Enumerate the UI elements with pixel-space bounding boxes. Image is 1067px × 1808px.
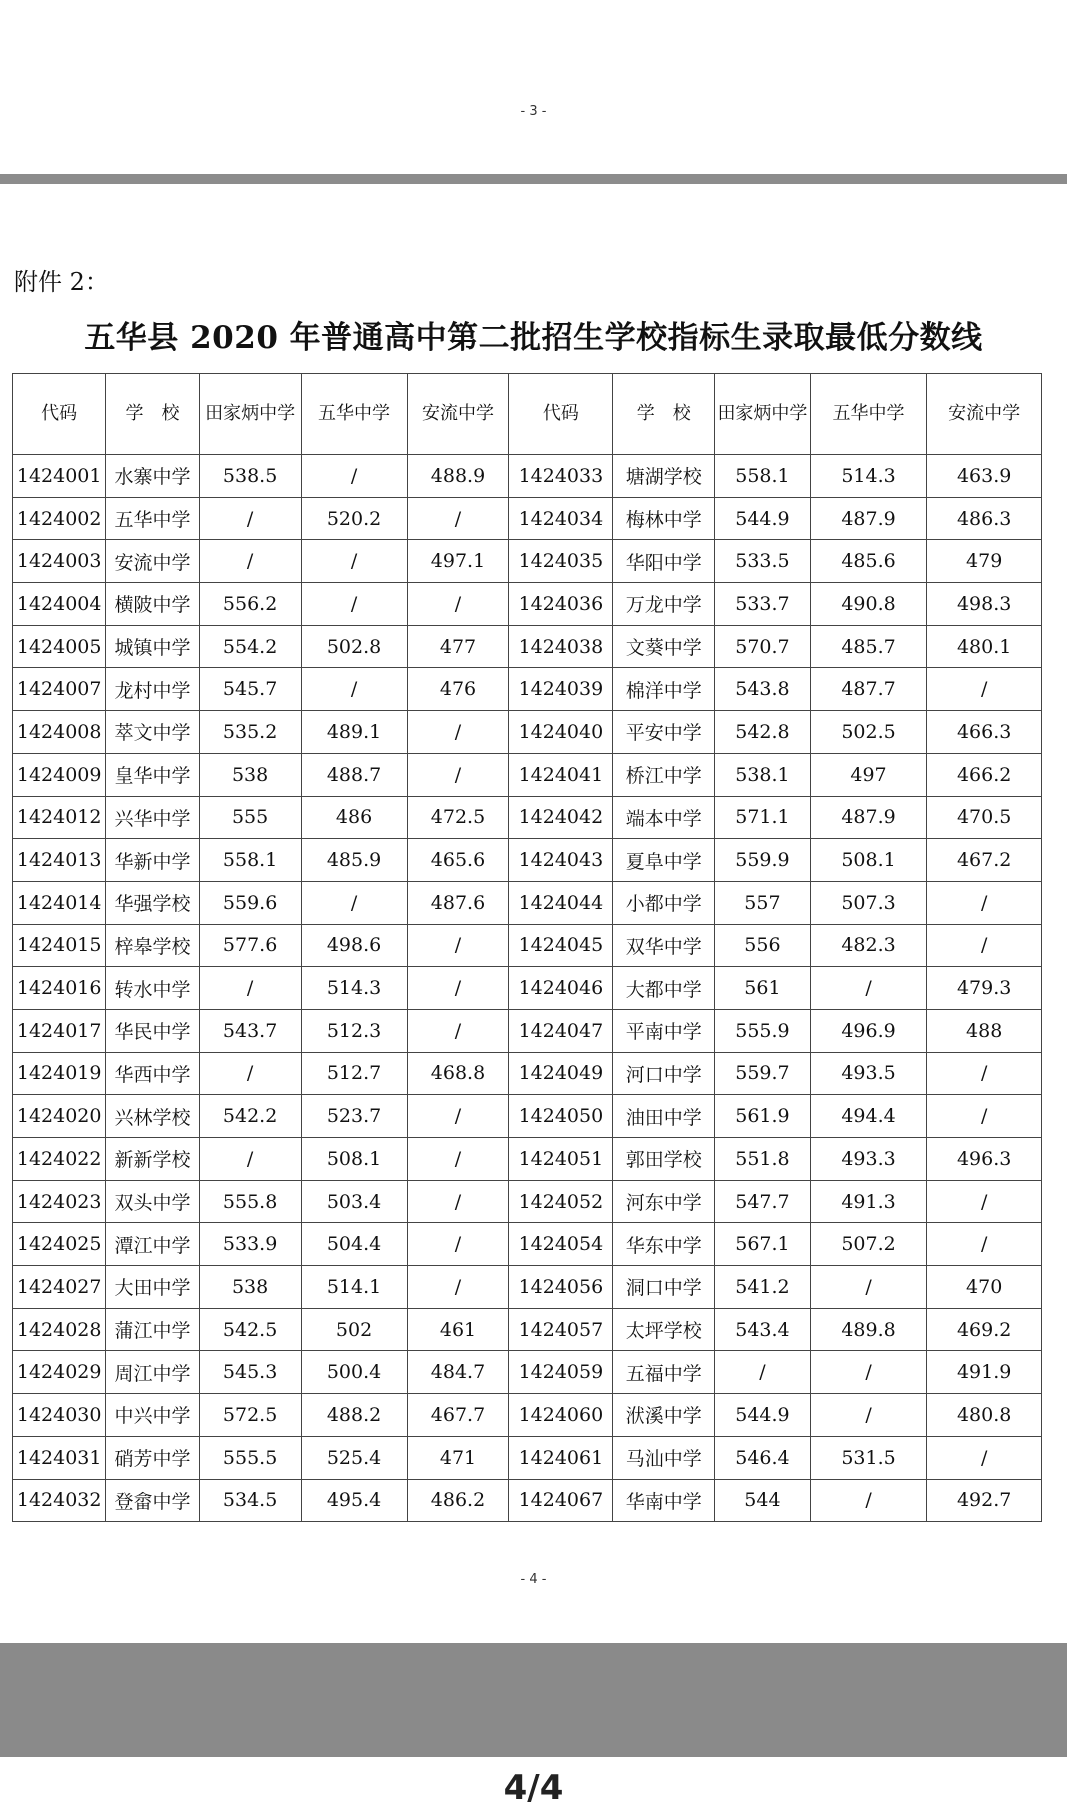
score-cell: / [407,1180,509,1223]
school-name-cell: 水寨中学 [106,455,199,498]
score-cell: 485.9 [301,839,407,882]
table-row [13,1394,1042,1437]
score-cell: 498.3 [927,583,1042,626]
school-code-cell: 1424020 [13,1095,106,1138]
score-cell: 542.8 [715,711,810,754]
school-name-cell: 中兴中学 [106,1394,199,1437]
school-code-cell: 1424004 [13,583,106,626]
school-code-cell: 1424005 [13,625,106,668]
score-cell: 544 [715,1479,810,1522]
score-cell: 570.7 [715,625,810,668]
score-cell: 461 [407,1308,509,1351]
table-row [13,1138,1042,1181]
score-cell: 538 [199,1266,301,1309]
score-cell: 533.7 [715,583,810,626]
score-cell: 512.3 [301,1009,407,1052]
table-row [13,1009,1042,1052]
score-cell: 488 [927,1009,1042,1052]
score-cell: 538 [199,753,301,796]
school-name-cell: 梅林中学 [613,497,715,540]
school-name-cell: 洞口中学 [613,1266,715,1309]
score-cell: 543.8 [715,668,810,711]
score-cell: / [407,1095,509,1138]
score-cell: / [927,1223,1042,1266]
score-cell: 543.7 [199,1009,301,1052]
score-cell: 558.1 [715,455,810,498]
score-cell: 545.7 [199,668,301,711]
school-code-cell: 1424007 [13,668,106,711]
school-code-cell: 1424015 [13,924,106,967]
score-cell: 555.9 [715,1009,810,1052]
school-name-cell: 兴林学校 [106,1095,199,1138]
table-row [13,1266,1042,1309]
score-cell: / [927,1095,1042,1138]
score-cell: 559.9 [715,839,810,882]
score-cell: / [199,1052,301,1095]
school-name-cell: 安流中学 [106,540,199,583]
score-cell: 487.7 [810,668,927,711]
school-code-cell: 1424032 [13,1479,106,1522]
table-row [13,625,1042,668]
column-header: 五华中学 [301,374,407,455]
document-title: 五华县 2020 年普通高中第二批招生学校指标生录取最低分数线 [84,320,983,356]
score-cell: 480.8 [927,1394,1042,1437]
score-cell: 486.3 [927,497,1042,540]
score-cell: / [199,1138,301,1181]
score-cell: 504.4 [301,1223,407,1266]
attachment-label: 附件 2： [14,268,109,296]
school-name-cell: 桥江中学 [613,753,715,796]
score-cell: 533.5 [715,540,810,583]
score-cell: 465.6 [407,839,509,882]
score-cell: 477 [407,625,509,668]
score-cell: 467.7 [407,1394,509,1437]
school-name-cell: 小都中学 [613,881,715,924]
score-cell: 497 [810,753,927,796]
school-code-cell: 1424034 [509,497,613,540]
column-header: 安流中学 [927,374,1042,455]
score-cell: / [407,753,509,796]
top-page-number: - 3 - [520,104,547,119]
score-cell: 555.5 [199,1436,301,1479]
school-code-cell: 1424031 [13,1436,106,1479]
score-cell: 487.9 [810,796,927,839]
school-code-cell: 1424028 [13,1308,106,1351]
score-cell: / [927,1180,1042,1223]
score-cell: / [407,1223,509,1266]
school-code-cell: 1424047 [509,1009,613,1052]
score-cell: 544.9 [715,497,810,540]
school-name-cell: 洑溪中学 [613,1394,715,1437]
school-name-cell: 横陂中学 [106,583,199,626]
score-cell: 514.3 [810,455,927,498]
school-code-cell: 1424017 [13,1009,106,1052]
score-cell: 559.6 [199,881,301,924]
school-code-cell: 1424067 [509,1479,613,1522]
table-row [13,668,1042,711]
score-cell: 489.1 [301,711,407,754]
school-code-cell: 1424027 [13,1266,106,1309]
score-cell: 468.8 [407,1052,509,1095]
school-code-cell: 1424061 [509,1436,613,1479]
score-cell: 488.9 [407,455,509,498]
table-row [13,583,1042,626]
school-code-cell: 1424044 [509,881,613,924]
score-cell: 488.2 [301,1394,407,1437]
score-cell: 467.2 [927,839,1042,882]
score-cell: 487.9 [810,497,927,540]
school-code-cell: 1424043 [509,839,613,882]
school-code-cell: 1424013 [13,839,106,882]
school-name-cell: 油田中学 [613,1095,715,1138]
school-code-cell: 1424033 [509,455,613,498]
score-cell: 500.4 [301,1351,407,1394]
score-cell: 543.4 [715,1308,810,1351]
school-name-cell: 华新中学 [106,839,199,882]
school-code-cell: 1424008 [13,711,106,754]
school-name-cell: 周江中学 [106,1351,199,1394]
score-cell: 544.9 [715,1394,810,1437]
bottom-page-number: - 4 - [520,1572,547,1587]
school-code-cell: 1424022 [13,1138,106,1181]
score-cell: 485.6 [810,540,927,583]
score-cell: 496.9 [810,1009,927,1052]
column-header: 代码 [509,374,613,455]
school-name-cell: 双华中学 [613,924,715,967]
school-name-cell: 河东中学 [613,1180,715,1223]
column-header: 学 校 [106,374,199,455]
school-code-cell: 1424029 [13,1351,106,1394]
school-name-cell: 转水中学 [106,967,199,1010]
score-cell: / [407,583,509,626]
score-cell: 502 [301,1308,407,1351]
column-header: 五华中学 [810,374,927,455]
school-name-cell: 五华中学 [106,497,199,540]
school-name-cell: 大都中学 [613,967,715,1010]
school-name-cell: 塘湖学校 [613,455,715,498]
school-name-cell: 龙村中学 [106,668,199,711]
score-cell: 520.2 [301,497,407,540]
score-cell: / [810,1266,927,1309]
table-row [13,1436,1042,1479]
school-code-cell: 1424001 [13,455,106,498]
score-cell: / [407,967,509,1010]
score-cell: 533.9 [199,1223,301,1266]
table-row [13,1479,1042,1522]
school-code-cell: 1424016 [13,967,106,1010]
table-row [13,455,1042,498]
score-cell: 471 [407,1436,509,1479]
score-cell: 535.2 [199,711,301,754]
school-name-cell: 华阳中学 [613,540,715,583]
school-code-cell: 1424035 [509,540,613,583]
school-name-cell: 兴华中学 [106,796,199,839]
score-cell: / [301,540,407,583]
school-name-cell: 蒲江中学 [106,1308,199,1351]
school-code-cell: 1424025 [13,1223,106,1266]
score-cell: / [407,924,509,967]
school-name-cell: 新新学校 [106,1138,199,1181]
school-code-cell: 1424036 [509,583,613,626]
score-cell: / [927,668,1042,711]
score-cell: / [810,1479,927,1522]
score-cell: 485.7 [810,625,927,668]
school-code-cell: 1424041 [509,753,613,796]
score-cell: 472.5 [407,796,509,839]
score-cell: 508.1 [301,1138,407,1181]
school-name-cell: 皇华中学 [106,753,199,796]
score-cell: 555.8 [199,1180,301,1223]
school-name-cell: 华强学校 [106,881,199,924]
school-name-cell: 大田中学 [106,1266,199,1309]
score-cell: / [301,668,407,711]
school-code-cell: 1424056 [509,1266,613,1309]
score-cell: 507.2 [810,1223,927,1266]
table-row [13,967,1042,1010]
table-row [13,924,1042,967]
school-name-cell: 华南中学 [613,1479,715,1522]
school-name-cell: 华民中学 [106,1009,199,1052]
column-header: 田家炳中学 [199,374,301,455]
score-cell: 558.1 [199,839,301,882]
school-name-cell: 平南中学 [613,1009,715,1052]
table-row [13,1180,1042,1223]
school-code-cell: 1424012 [13,796,106,839]
school-code-cell: 1424051 [509,1138,613,1181]
score-cell: 561.9 [715,1095,810,1138]
score-cell: / [715,1351,810,1394]
score-cell: / [301,455,407,498]
pager-indicator: 4/4 [503,1768,564,1808]
column-header: 安流中学 [407,374,509,455]
table-row [13,796,1042,839]
table-row [13,711,1042,754]
column-header: 代码 [13,374,106,455]
score-cell: 495.4 [301,1479,407,1522]
score-cell: 498.6 [301,924,407,967]
score-cell: 523.7 [301,1095,407,1138]
school-code-cell: 1424023 [13,1180,106,1223]
score-cell: 487.6 [407,881,509,924]
school-code-cell: 1424003 [13,540,106,583]
score-cell: 531.5 [810,1436,927,1479]
score-cell: / [407,1266,509,1309]
score-cell: / [810,1351,927,1394]
school-name-cell: 平安中学 [613,711,715,754]
table-header-row [13,374,1042,455]
score-cell: 486.2 [407,1479,509,1522]
score-cell: 577.6 [199,924,301,967]
table-body [13,455,1042,1522]
table-row [13,1308,1042,1351]
score-cell: 488.7 [301,753,407,796]
school-code-cell: 1424049 [509,1052,613,1095]
table-row [13,1223,1042,1266]
score-cell: 463.9 [927,455,1042,498]
score-cell: 484.7 [407,1351,509,1394]
school-name-cell: 端本中学 [613,796,715,839]
table-row [13,1052,1042,1095]
school-name-cell: 河口中学 [613,1052,715,1095]
table-row [13,1351,1042,1394]
school-code-cell: 1424002 [13,497,106,540]
school-name-cell: 郭田学校 [613,1138,715,1181]
school-name-cell: 华西中学 [106,1052,199,1095]
score-table [12,373,1042,1522]
school-code-cell: 1424009 [13,753,106,796]
score-cell: / [301,881,407,924]
school-name-cell: 潭江中学 [106,1223,199,1266]
score-cell: 493.3 [810,1138,927,1181]
score-cell: 551.8 [715,1138,810,1181]
score-cell: / [199,967,301,1010]
score-cell: 508.1 [810,839,927,882]
school-name-cell: 梓皋学校 [106,924,199,967]
school-code-cell: 1424052 [509,1180,613,1223]
score-cell: 497.1 [407,540,509,583]
score-cell: 479 [927,540,1042,583]
score-cell: / [301,583,407,626]
school-name-cell: 双头中学 [106,1180,199,1223]
school-code-cell: 1424060 [509,1394,613,1437]
score-cell: / [199,497,301,540]
table-row [13,753,1042,796]
table-row [13,839,1042,882]
column-header: 田家炳中学 [715,374,810,455]
table-row [13,497,1042,540]
score-cell: 470 [927,1266,1042,1309]
score-cell: 490.8 [810,583,927,626]
score-cell: 571.1 [715,796,810,839]
school-name-cell: 文葵中学 [613,625,715,668]
score-cell: 542.5 [199,1308,301,1351]
score-cell: / [810,1394,927,1437]
score-cell: 491.9 [927,1351,1042,1394]
score-cell: 545.3 [199,1351,301,1394]
score-cell: 538.5 [199,455,301,498]
school-code-cell: 1424014 [13,881,106,924]
page-separator [0,174,1067,184]
score-cell: / [927,1436,1042,1479]
school-code-cell: 1424054 [509,1223,613,1266]
table-row [13,540,1042,583]
school-name-cell: 硝芳中学 [106,1436,199,1479]
score-cell: 496.3 [927,1138,1042,1181]
score-cell: / [407,497,509,540]
school-name-cell: 马汕中学 [613,1436,715,1479]
school-name-cell: 夏阜中学 [613,839,715,882]
school-code-cell: 1424059 [509,1351,613,1394]
score-cell: 470.5 [927,796,1042,839]
score-cell: 514.1 [301,1266,407,1309]
score-cell: 486 [301,796,407,839]
score-cell: 479.3 [927,967,1042,1010]
score-cell: 502.8 [301,625,407,668]
score-cell: / [199,540,301,583]
score-cell: 482.3 [810,924,927,967]
score-cell: 469.2 [927,1308,1042,1351]
score-cell: 476 [407,668,509,711]
school-code-cell: 1424050 [509,1095,613,1138]
score-cell: 572.5 [199,1394,301,1437]
score-cell: 559.7 [715,1052,810,1095]
school-code-cell: 1424057 [509,1308,613,1351]
score-cell: 546.4 [715,1436,810,1479]
score-cell: 557 [715,881,810,924]
score-cell: 491.3 [810,1180,927,1223]
score-cell: 466.3 [927,711,1042,754]
school-code-cell: 1424039 [509,668,613,711]
school-code-cell: 1424045 [509,924,613,967]
score-cell: 556.2 [199,583,301,626]
score-cell: 525.4 [301,1436,407,1479]
score-cell: 561 [715,967,810,1010]
score-cell: / [810,967,927,1010]
score-cell: 466.2 [927,753,1042,796]
score-cell: 556 [715,924,810,967]
score-cell: 512.7 [301,1052,407,1095]
score-cell: / [407,1009,509,1052]
school-name-cell: 五福中学 [613,1351,715,1394]
score-cell: 534.5 [199,1479,301,1522]
score-cell: 514.3 [301,967,407,1010]
score-cell: / [407,711,509,754]
school-name-cell: 太坪学校 [613,1308,715,1351]
school-name-cell: 棉洋中学 [613,668,715,711]
score-cell: 494.4 [810,1095,927,1138]
score-cell: 480.1 [927,625,1042,668]
school-code-cell: 1424042 [509,796,613,839]
score-cell: / [927,924,1042,967]
table-row [13,881,1042,924]
school-code-cell: 1424040 [509,711,613,754]
score-cell: 503.4 [301,1180,407,1223]
score-cell: / [927,1052,1042,1095]
score-cell: 554.2 [199,625,301,668]
score-cell: 492.7 [927,1479,1042,1522]
score-cell: 493.5 [810,1052,927,1095]
score-cell: 555 [199,796,301,839]
school-name-cell: 登畲中学 [106,1479,199,1522]
school-name-cell: 萃文中学 [106,711,199,754]
school-name-cell: 城镇中学 [106,625,199,668]
score-cell: 542.2 [199,1095,301,1138]
score-cell: 541.2 [715,1266,810,1309]
school-name-cell: 万龙中学 [613,583,715,626]
score-cell: 502.5 [810,711,927,754]
school-name-cell: 华东中学 [613,1223,715,1266]
score-cell: 567.1 [715,1223,810,1266]
score-cell: 538.1 [715,753,810,796]
score-cell: 489.8 [810,1308,927,1351]
column-header: 学 校 [613,374,715,455]
school-code-cell: 1424038 [509,625,613,668]
score-cell: 547.7 [715,1180,810,1223]
score-cell: 507.3 [810,881,927,924]
school-code-cell: 1424030 [13,1394,106,1437]
school-code-cell: 1424046 [509,967,613,1010]
table-row [13,1095,1042,1138]
score-cell: / [927,881,1042,924]
score-cell: / [407,1138,509,1181]
school-code-cell: 1424019 [13,1052,106,1095]
